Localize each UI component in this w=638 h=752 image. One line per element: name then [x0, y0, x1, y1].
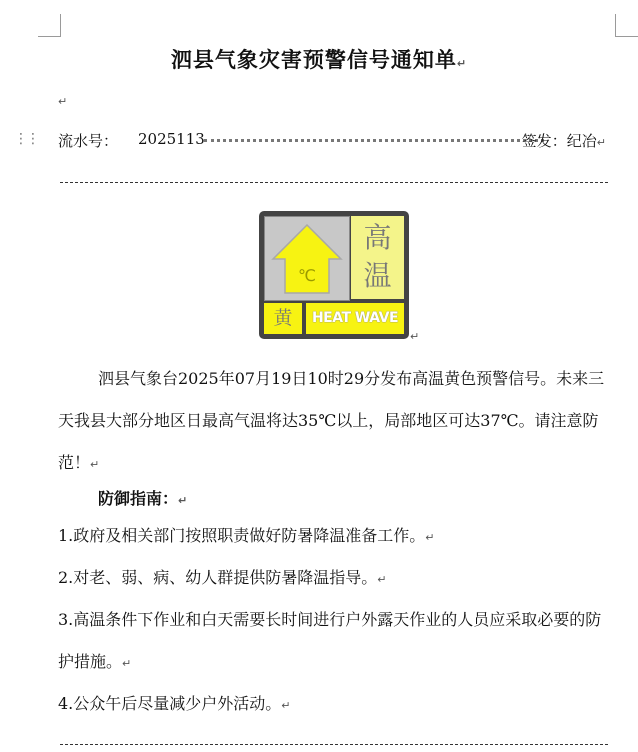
paragraph-mark-icon: ↵ [377, 573, 387, 586]
signal-level-char: 黄 [264, 303, 302, 334]
signal-english-label: HEAT WAVE [306, 303, 404, 334]
signal-char-bottom: 温 [363, 259, 392, 292]
serial-row [58, 130, 606, 152]
paragraph-mark-icon: ↵ [596, 136, 606, 149]
announcement-paragraph [58, 358, 620, 486]
page-corner-mark-top-right [615, 14, 638, 37]
drag-handle-icon[interactable]: ⋮⋮ [14, 131, 38, 147]
heat-wave-yellow-signal-icon [259, 211, 409, 339]
guide-item [58, 599, 610, 685]
dashed-divider-bottom [60, 744, 608, 745]
paragraph-mark-icon: ↵ [178, 494, 188, 507]
paragraph-mark-icon: ↵ [90, 458, 100, 471]
signal-text-panel [351, 216, 404, 299]
guide-title [98, 486, 638, 509]
signer-text: 签发：纪冶 [521, 132, 597, 150]
guide-item-text: 3.高温条件下作业和白天需要长时间进行户外露天作业的人员应采取必要的防护措施。 [58, 610, 602, 671]
dotted-leader [204, 139, 544, 142]
signer [522, 130, 606, 151]
guide-item [58, 683, 610, 727]
guide-title-text: 防御指南： [98, 489, 179, 508]
paragraph-mark-icon: ↵ [281, 699, 291, 712]
paragraph-mark-icon: ↵ [58, 95, 68, 108]
guide-item-text: 2.对老、弱、病、幼人群提供防暑降温指导。 [58, 568, 378, 587]
dashed-divider-top [60, 182, 608, 183]
serial-label: 流水号： [58, 132, 119, 150]
guide-item-text: 1.政府及相关部门按照职责做好防暑降温准备工作。 [58, 526, 426, 545]
signal-char-top: 高 [363, 221, 392, 254]
house-thermometer-icon [265, 217, 349, 300]
announcement-text: 泗县气象台2025年07月19日10时29分发布高温黄色预警信号。未来三天我县大部分地区日最高气温将达35℃以上，局部地区可达37℃。请注意防范！ [58, 369, 605, 472]
guide-item-text: 4.公众午后尽量减少户外活动。 [58, 694, 282, 713]
paragraph-mark-icon: ↵ [425, 531, 435, 544]
document-title-text: 泗县气象灾害预警信号通知单 [170, 47, 457, 72]
temp-symbol: ℃ [298, 266, 316, 285]
paragraph-mark-icon: ↵ [410, 330, 420, 343]
paragraph-mark-icon: ↵ [122, 657, 132, 670]
serial-number: 2025113 [138, 130, 205, 148]
signal-house-panel [264, 216, 350, 301]
document-title [0, 44, 638, 74]
page-corner-mark-top-left [38, 14, 61, 37]
guide-item [58, 557, 610, 601]
paragraph-mark-icon: ↵ [456, 57, 468, 70]
guide-item [58, 515, 610, 559]
